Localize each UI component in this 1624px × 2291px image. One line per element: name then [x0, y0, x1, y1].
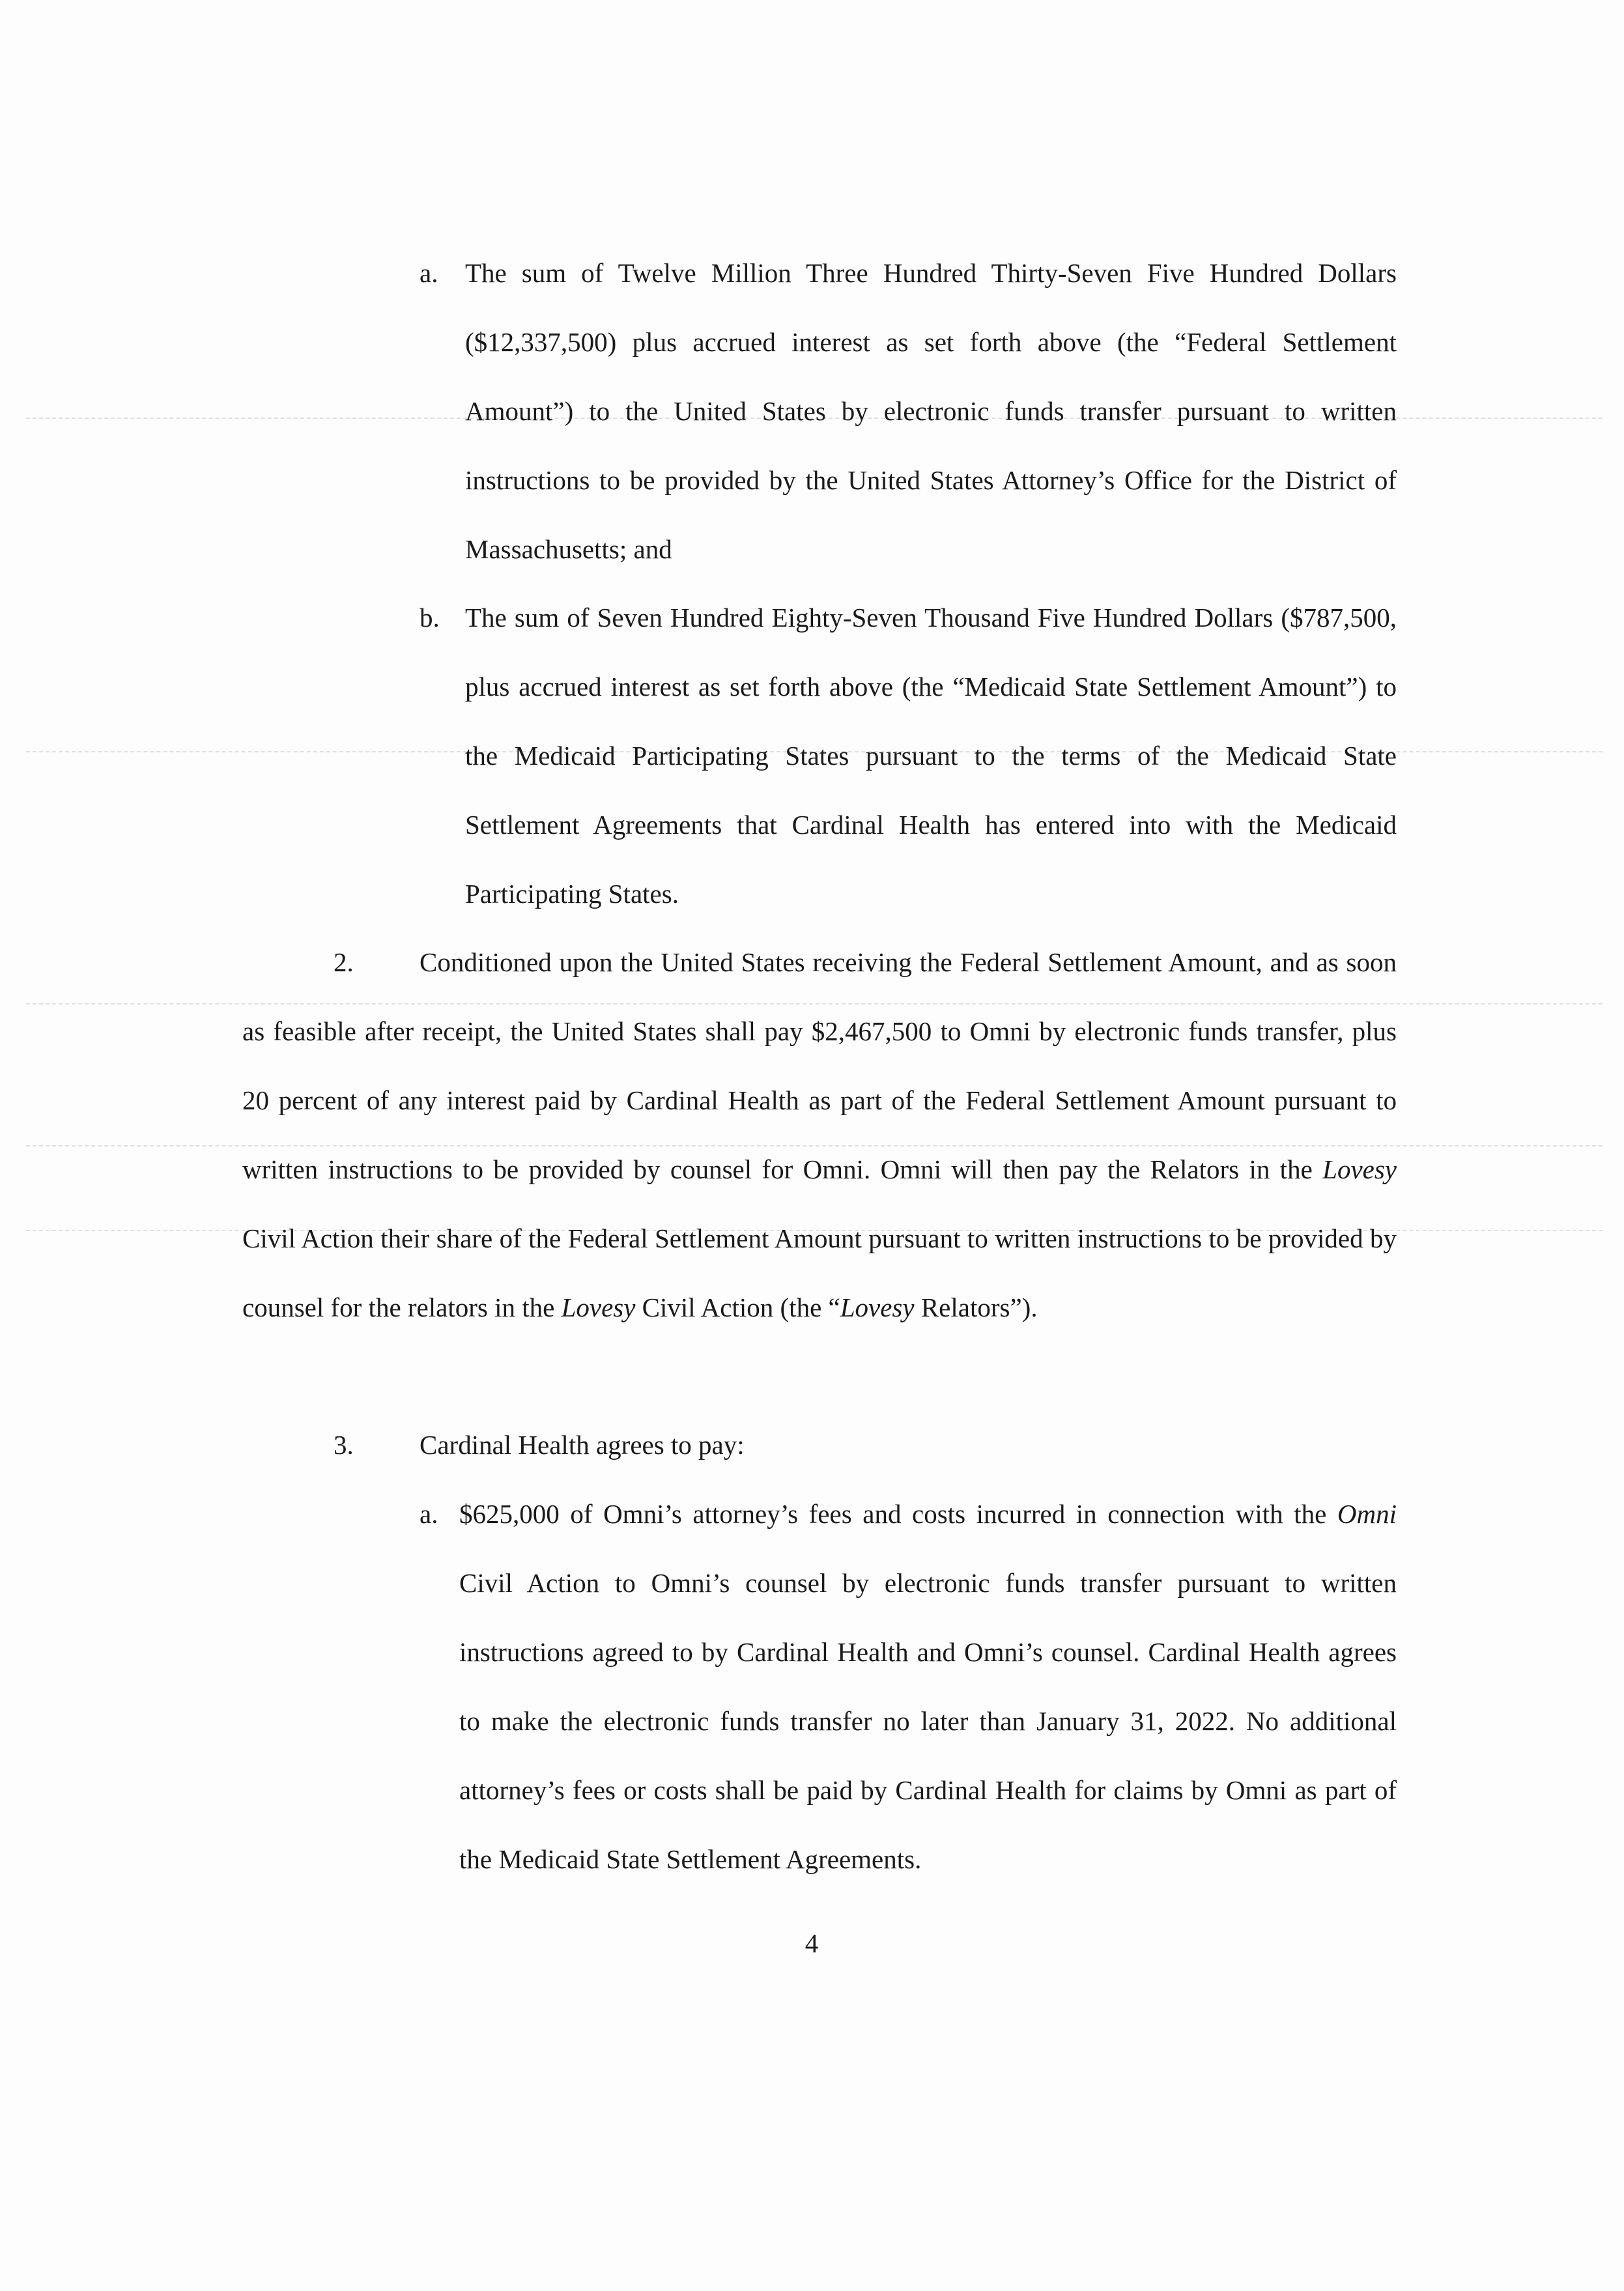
list-item-federal-settlement: The sum of Twelve Million Three Hundred Thirty-Seven Five Hundred Dollars ($12,337,500) plus accrued interest as set forth above (the “Federal Settlement Amount”) to the United States by electronic funds transfer pursuant to written instructions to be provided by the United States Attorney’s Office for the District of Massachusetts; and — [465, 258, 1397, 564]
list-item-attorney-fees — [459, 1479, 1397, 1894]
list-item-text: $625,000 of Omni’s attorney’s fees and costs incurred in connection with the — [459, 1499, 1337, 1529]
paragraph-2 — [242, 928, 1397, 1342]
paragraph-2-text: Civil Action their share of the Federal Settlement Amount pursuant to written instructions to be provided by counsel for the relators in the — [242, 1223, 1397, 1322]
case-name: Lovesy — [561, 1292, 636, 1322]
paragraph-number: 3. — [334, 1430, 354, 1460]
paragraph-3: Cardinal Health agrees to pay: — [420, 1430, 745, 1460]
paragraph-2-text: Conditioned upon the United States receiving the Federal Settlement Amount, and as soon as feasible after receipt, the United States shall pay $2,467,500 to Omni by electronic funds transfer, plus 20 percent of any interest paid by Cardinal Health as part of the Federal Settlement Amount pursuant to written instructions to be provided by counsel for Omni. Omni will then pay the Relators in the — [242, 947, 1397, 1184]
page-number: 4 — [805, 1928, 819, 1958]
list-marker: b. — [420, 603, 440, 633]
case-name: Lovesy — [840, 1292, 915, 1322]
case-name: Omni — [1337, 1499, 1397, 1529]
paragraph-2-text: Civil Action (the “ — [635, 1292, 840, 1322]
paragraph-2-text: Relators”). — [914, 1292, 1038, 1322]
list-item-text: Civil Action to Omni’s counsel by electronic funds transfer pursuant to written instructions agreed to by Cardinal Health and Omni’s counsel. Cardinal Health agrees to make the electronic funds transfer no later than January 31, 2022. No additional attorney’s fees or costs shall be paid by Cardinal Health for claims by Omni as part of the Medicaid State Settlement Agreements. — [459, 1568, 1397, 1874]
list-marker: a. — [420, 1499, 438, 1529]
list-item-medicaid-settlement: The sum of Seven Hundred Eighty-Seven Thousand Five Hundred Dollars ($787,500, plus accrued interest as set forth above (the “Medicaid State Settlement Amount”) to the Medicaid Participating States pursuant to the terms of the Medicaid State Settlement Agreements that Cardinal Health has entered into with the Medicaid Participating States. — [465, 603, 1397, 909]
case-name: Lovesy — [1322, 1154, 1397, 1184]
paragraph-number: 2. — [334, 947, 354, 977]
list-marker: a. — [420, 258, 438, 288]
